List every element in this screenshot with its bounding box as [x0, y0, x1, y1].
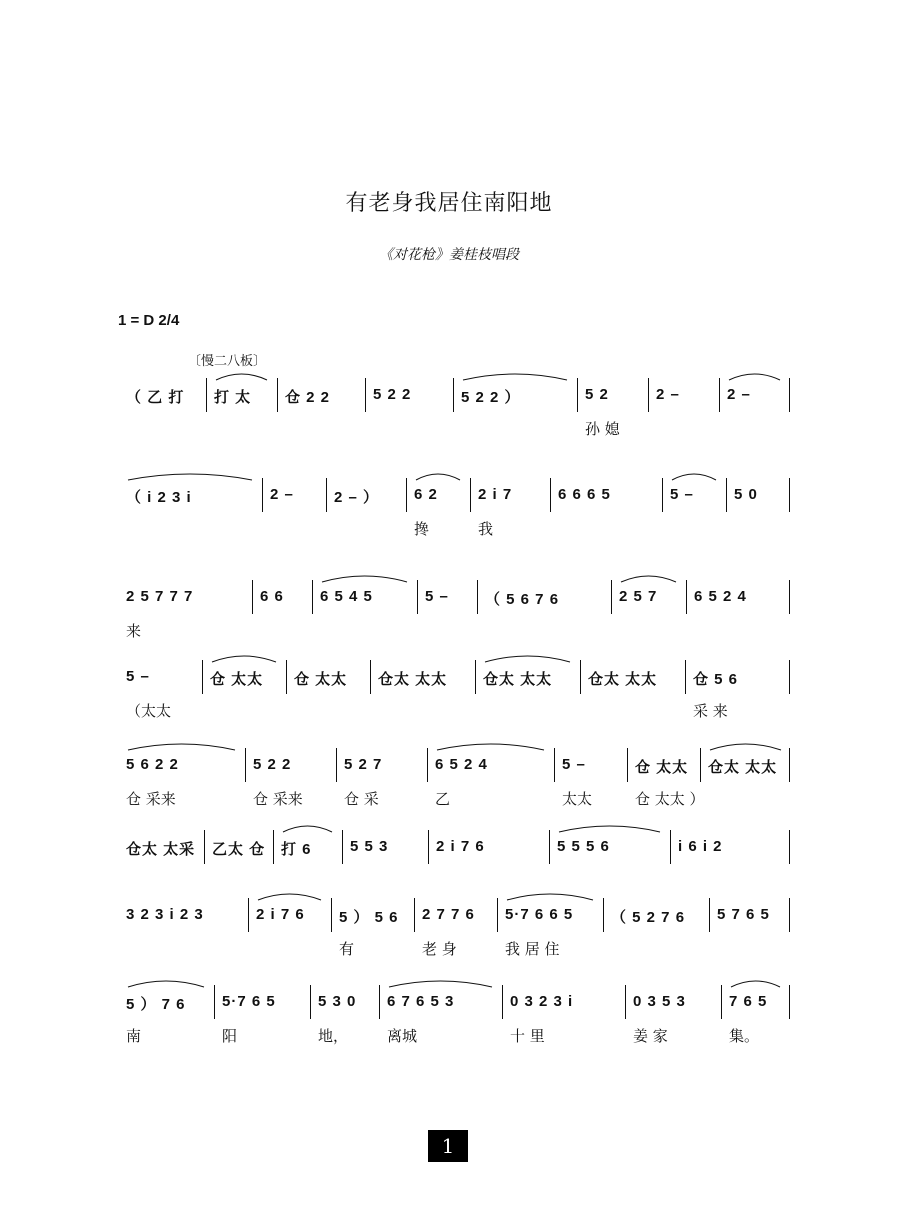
measure-notes: 仓 2 2 — [285, 389, 331, 406]
lyric-text: 采 来 — [693, 702, 728, 720]
slur-arc — [389, 981, 492, 987]
measure — [365, 378, 453, 412]
slur-marks — [118, 820, 790, 834]
measure-notes: 乙太 仓 — [212, 841, 266, 858]
measure-notes: 6 6 6 5 — [558, 486, 611, 503]
measure-notes: 5 2 2 ） — [461, 389, 521, 406]
measure-notes: 6 2 — [414, 486, 438, 503]
measure-notes: （ i 2 3 i — [126, 489, 192, 506]
measure — [427, 748, 554, 782]
measure — [379, 985, 502, 1019]
measure-notes: 5 – — [562, 756, 586, 773]
measure — [554, 748, 627, 782]
measure-notes: 2 – — [656, 386, 680, 403]
slur-arc — [731, 981, 780, 987]
measure — [453, 378, 577, 412]
bar-line — [789, 378, 790, 412]
measure-notes: 5 2 2 — [373, 386, 412, 403]
measure — [470, 478, 550, 512]
measure-notes: 5 – — [425, 588, 449, 605]
slur-arc — [258, 894, 321, 900]
lyric-text: 孙 媳 — [585, 420, 620, 438]
measure — [721, 985, 790, 1019]
measure-notes: 2 i 7 6 — [436, 838, 485, 855]
measure-notes: 5·7 6 6 5 — [505, 906, 574, 923]
lyric-text: 仓 采来 — [126, 790, 176, 808]
lyrics-row — [118, 788, 790, 814]
measure-notes: 6 5 4 5 — [320, 588, 373, 605]
measure — [580, 660, 685, 694]
measure — [118, 830, 204, 864]
measure — [726, 478, 790, 512]
slur-arc — [283, 826, 332, 832]
bar-line — [789, 830, 790, 864]
notes-row — [118, 378, 790, 412]
measure-notes: i 6 i 2 — [678, 838, 723, 855]
slur-marks — [118, 888, 790, 902]
measure — [248, 898, 331, 932]
measure — [331, 898, 414, 932]
measure-notes: 2 5 7 7 7 — [126, 588, 194, 605]
slur-arc — [416, 474, 460, 480]
measure-notes: 打 太 — [214, 389, 252, 406]
measure — [204, 830, 273, 864]
lyrics-row — [118, 418, 790, 444]
measure — [549, 830, 670, 864]
slur-arc — [463, 374, 567, 380]
bar-line — [789, 985, 790, 1019]
slur-arc — [507, 894, 593, 900]
lyric-text: 搀 — [414, 520, 430, 538]
measure — [662, 478, 726, 512]
measure-notes: 仓太 太太 — [588, 671, 658, 688]
lyric-text: 集。 — [729, 1027, 760, 1045]
measure-notes: 仓太 太太 — [483, 671, 553, 688]
measure-notes: 2 – — [270, 486, 294, 503]
measure-notes: 5 2 — [585, 386, 609, 403]
measure — [603, 898, 709, 932]
measure-notes: 仓太 太采 — [126, 841, 196, 858]
measure — [502, 985, 625, 1019]
measure-notes: 2 – ） — [334, 489, 380, 506]
measure-notes: 5 ） 7 6 — [126, 996, 186, 1013]
measure — [286, 660, 370, 694]
slur-arc — [710, 744, 781, 750]
measure — [709, 898, 792, 932]
measure — [627, 748, 700, 782]
measure-notes: 5 – — [670, 486, 694, 503]
bar-line — [789, 580, 790, 614]
measure — [118, 660, 202, 694]
measure — [611, 580, 686, 614]
lyrics-row — [118, 938, 790, 964]
measure-notes: 6 5 2 4 — [435, 756, 488, 773]
bar-line — [789, 898, 790, 932]
lyric-text: 我 — [478, 520, 494, 538]
notes-row — [118, 478, 790, 512]
measure-notes: 5 – — [126, 668, 150, 685]
measure-notes: 5 ） 5 6 — [339, 909, 399, 926]
measure-notes: 仓太 太太 — [708, 759, 778, 776]
lyric-text: 姜 家 — [633, 1027, 668, 1045]
measure-notes: 2 7 7 6 — [422, 906, 475, 923]
measure-notes: 5 5 3 — [350, 838, 389, 855]
measure — [118, 478, 262, 512]
lyric-text: 有 — [339, 940, 355, 958]
measure — [118, 898, 248, 932]
measure — [118, 748, 245, 782]
measure-notes: 0 3 2 3 i — [510, 993, 574, 1010]
slur-arc — [128, 744, 235, 750]
measure — [477, 580, 611, 614]
measure — [312, 580, 417, 614]
page-number: 1 — [428, 1130, 468, 1162]
slur-arc — [128, 981, 204, 987]
measure — [550, 478, 662, 512]
measure-notes: 仓 5 6 — [693, 671, 739, 688]
notes-row — [118, 748, 790, 782]
measure-notes: 5 5 5 6 — [557, 838, 610, 855]
bar-line — [789, 660, 790, 694]
measure — [273, 830, 342, 864]
lyric-text: 老 身 — [422, 940, 457, 958]
measure — [326, 478, 406, 512]
measure — [262, 478, 326, 512]
measure — [577, 378, 648, 412]
slur-arc — [485, 656, 570, 662]
measure — [686, 580, 791, 614]
lyric-text: 仓 采来 — [253, 790, 303, 808]
measure-notes: 2 – — [727, 386, 751, 403]
measure — [202, 660, 286, 694]
measure — [670, 830, 791, 864]
notes-row — [118, 660, 790, 694]
measure-notes: 2 i 7 — [478, 486, 513, 503]
measure-notes: 5 2 2 — [253, 756, 292, 773]
measure-notes: 仓 太太 — [294, 671, 348, 688]
measure-notes: 5 6 2 2 — [126, 756, 179, 773]
bar-line — [789, 748, 790, 782]
slur-arc — [437, 744, 544, 750]
measure-notes: 5 2 7 — [344, 756, 383, 773]
measure — [118, 378, 206, 412]
measure-notes: 5 0 — [734, 486, 758, 503]
lyric-text: 离城 — [387, 1027, 418, 1045]
measure-notes: 仓 太太 — [210, 671, 264, 688]
notes-row — [118, 898, 790, 932]
measure — [214, 985, 310, 1019]
lyric-text: 来 — [126, 622, 142, 640]
measure-notes: （ 乙 打 — [126, 389, 185, 406]
measure — [118, 580, 252, 614]
measure — [310, 985, 379, 1019]
measure-notes: 仓太 太太 — [378, 671, 448, 688]
measure — [336, 748, 427, 782]
lyric-text: 阳 — [222, 1027, 238, 1045]
notes-row — [118, 580, 790, 614]
slur-marks — [118, 738, 790, 752]
measure — [497, 898, 603, 932]
measure — [719, 378, 790, 412]
slur-marks — [118, 650, 790, 664]
measure — [648, 378, 719, 412]
tempo-marking: 〔慢二八板〕 — [188, 354, 267, 369]
slur-arc — [729, 374, 780, 380]
measure — [370, 660, 475, 694]
measure — [475, 660, 580, 694]
lyric-text: 太太 — [562, 790, 593, 808]
song-title: 有老身我居住南阳地 — [345, 191, 553, 216]
song-subtitle: 《对花枪》姜桂枝唱段 — [379, 247, 519, 263]
measure — [342, 830, 428, 864]
slur-arc — [212, 656, 276, 662]
slur-arc — [128, 474, 252, 480]
slur-marks — [118, 570, 790, 584]
lyric-text: 仓 采 — [344, 790, 379, 808]
measure — [417, 580, 477, 614]
slur-arc — [216, 374, 267, 380]
lyric-text: 仓 太太 ） — [635, 790, 705, 808]
measure — [252, 580, 312, 614]
measure-notes: 5 3 0 — [318, 993, 357, 1010]
measure-notes: 3 2 3 i 2 3 — [126, 906, 204, 923]
slur-marks — [118, 975, 790, 989]
slur-arc — [559, 826, 660, 832]
measure — [118, 985, 214, 1019]
lyrics-row — [118, 1025, 790, 1051]
measure — [414, 898, 497, 932]
measure-notes: 0 3 5 3 — [633, 993, 686, 1010]
measure — [428, 830, 549, 864]
notes-row — [118, 830, 790, 864]
measure — [685, 660, 790, 694]
measure — [277, 378, 365, 412]
lyrics-row — [118, 620, 790, 646]
slur-arc — [322, 576, 407, 582]
measure-notes: 2 5 7 — [619, 588, 658, 605]
measure — [700, 748, 791, 782]
slur-arc — [621, 576, 676, 582]
measure-notes: 6 5 2 4 — [694, 588, 747, 605]
lyric-text: 我 居 住 — [505, 940, 560, 958]
measure — [625, 985, 721, 1019]
measure-notes: 2 i 7 6 — [256, 906, 305, 923]
measure-notes: 5·7 6 5 — [222, 993, 276, 1010]
bar-line — [789, 478, 790, 512]
key-signature: 1 = D 2/4 — [118, 312, 180, 329]
measure — [406, 478, 470, 512]
measure-notes: 5 7 6 5 — [717, 906, 770, 923]
slur-marks — [118, 468, 790, 482]
lyrics-row — [118, 518, 790, 544]
lyrics-row — [118, 700, 790, 726]
lyric-text: 乙 — [435, 790, 451, 808]
measure-notes: 6 6 — [260, 588, 284, 605]
lyric-text: 十 里 — [510, 1027, 545, 1045]
measure-notes: 仓 太太 — [635, 759, 689, 776]
measure-notes: 6 7 6 5 3 — [387, 993, 455, 1010]
measure-notes: 7 6 5 — [729, 993, 768, 1010]
lyric-text: （太太 — [126, 702, 172, 720]
measure — [206, 378, 277, 412]
measure-notes: （ 5 6 7 6 — [485, 591, 560, 608]
slur-marks — [118, 368, 790, 382]
lyric-text: 南 — [126, 1027, 142, 1045]
measure — [245, 748, 336, 782]
notes-row — [118, 985, 790, 1019]
lyric-text: 地， — [318, 1027, 349, 1045]
slur-arc — [672, 474, 716, 480]
measure-notes: 打 6 — [281, 841, 312, 858]
measure-notes: （ 5 2 7 6 — [611, 909, 686, 926]
